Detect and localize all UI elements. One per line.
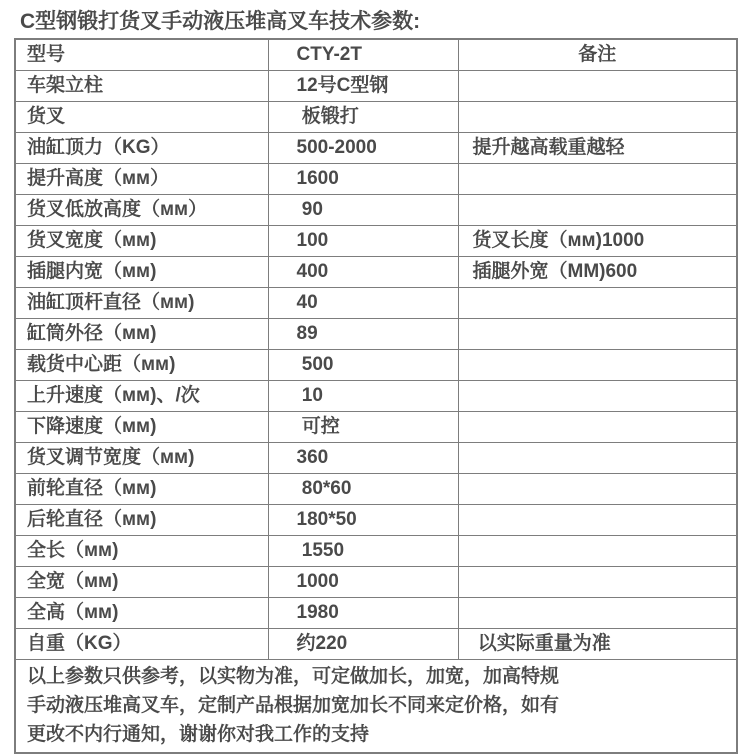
header-remark-label: 备注	[458, 39, 737, 71]
row-remark: 插腿外宽（MM)600	[458, 257, 737, 288]
header-row	[15, 39, 737, 71]
table-row	[15, 536, 737, 567]
row-parameter-label: 上升速度（мм)、/次	[15, 381, 268, 412]
row-remark	[458, 505, 737, 536]
row-parameter-value: 89	[268, 319, 458, 350]
row-parameter-value: 500	[268, 350, 458, 381]
row-parameter-label: 自重（KG）	[15, 629, 268, 660]
footnote-row	[15, 660, 737, 754]
footnote-line-3: 更改不内行通知，谢谢你对我工作的支持	[27, 724, 370, 745]
row-parameter-value: 板锻打	[268, 102, 458, 133]
table-row	[15, 71, 737, 102]
row-parameter-label: 载货中心距（мм)	[15, 350, 268, 381]
row-remark	[458, 71, 737, 102]
row-parameter-label: 插腿内宽（мм)	[15, 257, 268, 288]
row-parameter-label: 下降速度（мм)	[15, 412, 268, 443]
row-parameter-label: 车架立柱	[15, 71, 268, 102]
row-parameter-label: 提升高度（мм）	[15, 164, 268, 195]
row-remark	[458, 288, 737, 319]
footnote	[15, 660, 737, 754]
row-parameter-label: 全宽（мм)	[15, 567, 268, 598]
table-row	[15, 319, 737, 350]
header-model-value: CTY-2T	[268, 39, 458, 71]
table-row	[15, 412, 737, 443]
row-parameter-label: 货叉宽度（мм)	[15, 226, 268, 257]
row-parameter-label: 货叉低放高度（мм）	[15, 195, 268, 226]
row-parameter-label: 前轮直径（мм)	[15, 474, 268, 505]
footnote-line-2: 手动液压堆高叉车，定制产品根据加宽加长不同来定价格，如有	[27, 695, 560, 716]
row-parameter-value: 1550	[268, 536, 458, 567]
header-model-label: 型号	[15, 39, 268, 71]
spec-table-body	[15, 71, 737, 660]
row-remark	[458, 350, 737, 381]
row-parameter-value: 1000	[268, 567, 458, 598]
row-parameter-value: 180*50	[268, 505, 458, 536]
row-parameter-label: 货叉	[15, 102, 268, 133]
table-row	[15, 381, 737, 412]
table-row	[15, 164, 737, 195]
row-remark	[458, 598, 737, 629]
row-remark	[458, 536, 737, 567]
row-parameter-value: 100	[268, 226, 458, 257]
row-remark	[458, 319, 737, 350]
table-row	[15, 629, 737, 660]
table-row	[15, 474, 737, 505]
row-parameter-value: 400	[268, 257, 458, 288]
row-remark	[458, 474, 737, 505]
row-remark	[458, 381, 737, 412]
table-row	[15, 288, 737, 319]
table-row	[15, 226, 737, 257]
row-parameter-value: 90	[268, 195, 458, 226]
row-parameter-value: 12号C型钢	[268, 71, 458, 102]
row-parameter-label: 油缸顶力（KG）	[15, 133, 268, 164]
row-parameter-value: 360	[268, 443, 458, 474]
row-remark	[458, 567, 737, 598]
row-remark: 提升越高载重越轻	[458, 133, 737, 164]
row-remark	[458, 195, 737, 226]
row-parameter-label: 货叉调节宽度（мм)	[15, 443, 268, 474]
table-row	[15, 102, 737, 133]
footnote-line-1: 以上参数只供参考，以实物为准，可定做加长，加宽，加高特规	[27, 666, 560, 687]
row-parameter-label: 后轮直径（мм)	[15, 505, 268, 536]
row-parameter-label: 缸筒外径（мм)	[15, 319, 268, 350]
table-row	[15, 598, 737, 629]
table-row	[15, 505, 737, 536]
row-remark	[458, 443, 737, 474]
row-remark: 货叉长度（мм)1000	[458, 226, 737, 257]
row-parameter-label: 全高（мм)	[15, 598, 268, 629]
table-row	[15, 195, 737, 226]
table-row	[15, 443, 737, 474]
row-parameter-value: 可控	[268, 412, 458, 443]
row-parameter-value: 10	[268, 381, 458, 412]
row-parameter-value: 80*60	[268, 474, 458, 505]
spec-table	[14, 38, 738, 754]
row-parameter-value: 1600	[268, 164, 458, 195]
row-parameter-value: 约220	[268, 629, 458, 660]
row-parameter-label: 全长（мм)	[15, 536, 268, 567]
table-row	[15, 567, 737, 598]
row-remark: 以实际重量为准	[458, 629, 737, 660]
table-row	[15, 257, 737, 288]
row-parameter-value: 40	[268, 288, 458, 319]
row-remark	[458, 412, 737, 443]
row-parameter-value: 1980	[268, 598, 458, 629]
row-remark	[458, 102, 737, 133]
page-title: C型钢锻打货叉手动液压堆高叉车技术参数:	[20, 10, 421, 33]
table-row	[15, 350, 737, 381]
row-parameter-value: 500-2000	[268, 133, 458, 164]
table-row	[15, 133, 737, 164]
row-remark	[458, 164, 737, 195]
row-parameter-label: 油缸顶杆直径（мм)	[15, 288, 268, 319]
